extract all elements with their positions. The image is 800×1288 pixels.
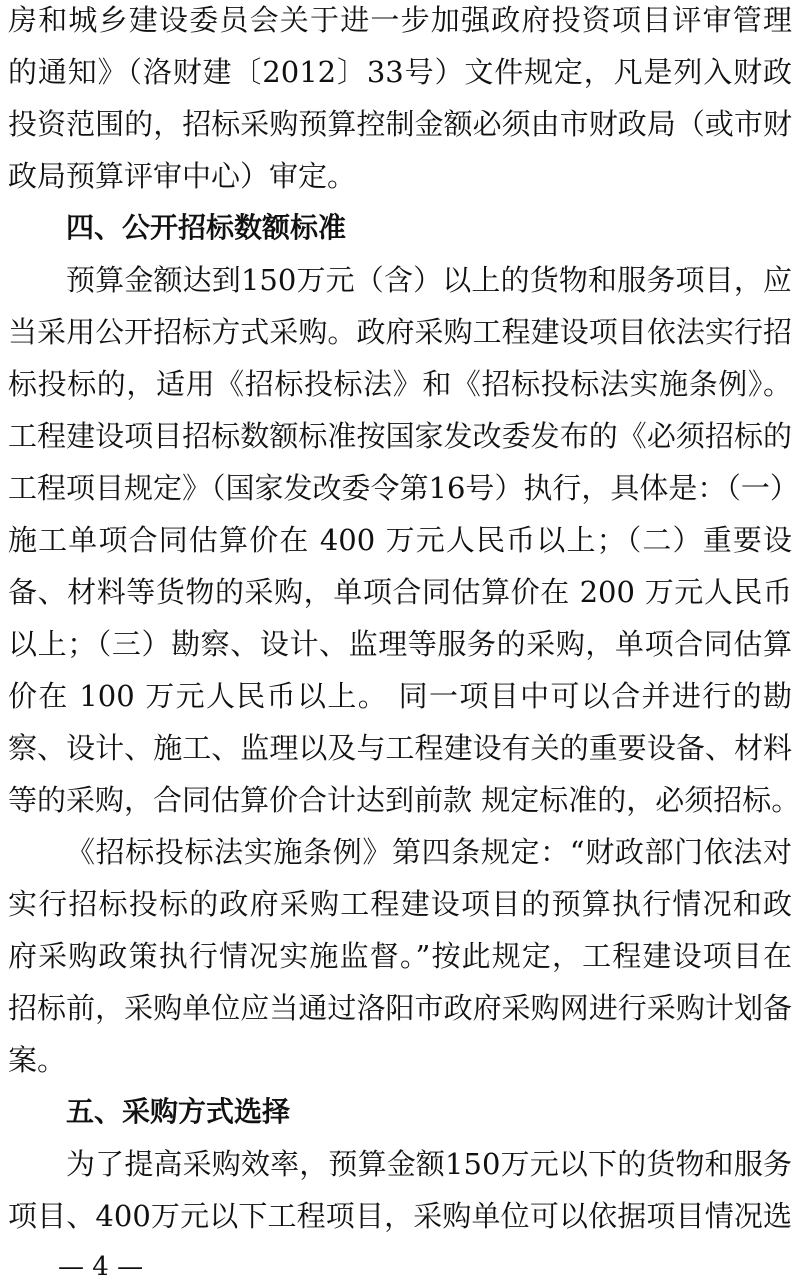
- paragraph-line: 房和城乡建设委员会关于进一步加强政府投资项目评审管理: [8, 3, 792, 37]
- paragraph-line: 预算金额达到150万元（含）以上的货物和服务项目，应: [66, 263, 792, 297]
- paragraph-line: 工程项目规定》（国家发改委令第16号）执行，具体是：（一）: [8, 471, 799, 505]
- paragraph-line: 府采购政策执行情况实施监督。”按此规定，工程建设项目在: [8, 939, 792, 973]
- paragraph-line: 投资范围的，招标采购预算控制金额必须由市财政局（或市财: [8, 107, 792, 141]
- paragraph-line: 工程建设项目招标数额标准按国家发改委发布的《必须招标的: [8, 419, 792, 453]
- paragraph-line: 《招标投标法实施条例》第四条规定：“财政部门依法对: [66, 835, 792, 869]
- paragraph-line: 招标前，采购单位应当通过洛阳市政府采购网进行采购计划备: [8, 991, 792, 1025]
- paragraph-line: 以上；（三）勘察、设计、监理等服务的采购，单项合同估算: [8, 627, 792, 661]
- section-heading-5: 五、采购方式选择: [66, 1095, 291, 1128]
- paragraph-line: 政局预算评审中心）审定。: [8, 159, 357, 193]
- paragraph-line: 项目、400万元以下工程项目，采购单位可以依据项目情况选: [8, 1199, 792, 1233]
- paragraph-line: 等的采购，合同估算价合计达到前款 规定标准的，必须招标。: [8, 783, 800, 817]
- page-number: — 4 —: [58, 1252, 144, 1282]
- paragraph-line: 标投标的，适用《招标投标法》和《招标投标法实施条例》。: [8, 367, 792, 401]
- paragraph-line: 为了提高采购效率，预算金额150万元以下的货物和服务: [66, 1147, 792, 1181]
- paragraph-line: 备、材料等货物的采购，单项合同估算价在 200 万元人民币: [8, 575, 792, 609]
- paragraph-line: 当采用公开招标方式采购。政府采购工程建设项目依法实行招: [8, 315, 792, 349]
- paragraph-line: 施工单项合同估算价在 400 万元人民币以上；（二）重要设: [8, 523, 792, 557]
- paragraph-line: 案。: [8, 1043, 67, 1077]
- paragraph-line: 察、设计、施工、监理以及与工程建设有关的重要设备、材料: [8, 731, 792, 765]
- paragraph-line: 价在 100 万元人民币以上。 同一项目中可以合并进行的勘: [8, 679, 792, 713]
- paragraph-line: 实行招标投标的政府采购工程建设项目的预算执行情况和政: [8, 887, 792, 921]
- section-heading-4: 四、公开招标数额标准: [66, 211, 347, 244]
- paragraph-line: 的通知》（洛财建〔2012〕33号）文件规定，凡是列入财政: [8, 55, 792, 89]
